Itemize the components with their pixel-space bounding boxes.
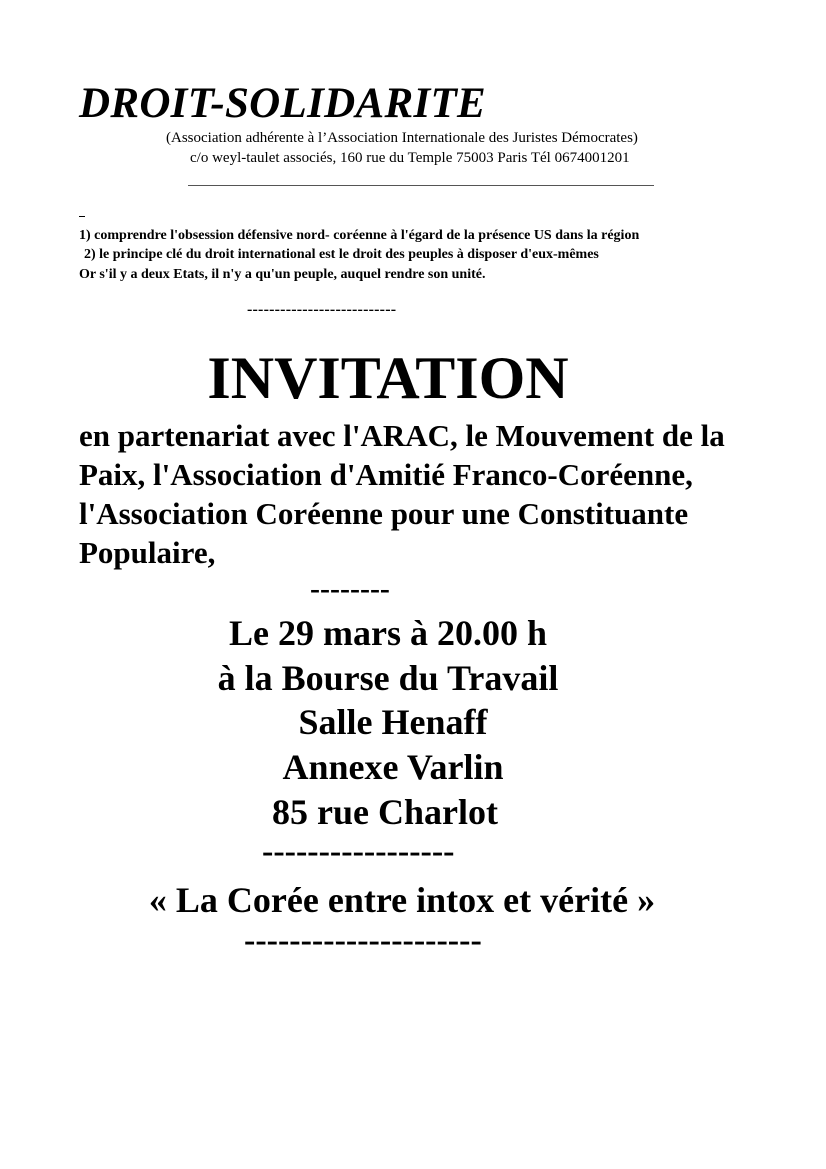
tick-mark	[79, 216, 85, 217]
event-venue: à la Bourse du Travail	[217, 658, 559, 698]
event-theme: « La Corée entre intox et vérité »	[148, 880, 656, 920]
event-date: Le 29 mars à 20.00 h	[229, 613, 547, 653]
header-divider	[188, 185, 654, 186]
partners-text: en partenariat avec l'ARAC, le Mouvement de la Paix, l'Association d'Amitié Franco-Coréenne, l'Association Coréenne pour une Constituante Populaire,	[79, 418, 725, 570]
org-title: DROIT-SOLIDARITE	[79, 80, 487, 127]
event-room: Salle Henaff	[298, 702, 488, 742]
event-annex: Annexe Varlin	[282, 747, 504, 787]
point-2: 2) le principe clé du droit international est le droit des peuples à disposer d'eux-mêmes	[84, 247, 599, 262]
org-contact: c/o weyl-taulet associés, 160 rue du Temple 75003 Paris Tél 0674001201	[190, 150, 630, 166]
separator-1: ---------------------------	[247, 301, 397, 318]
invitation-heading: INVITATION	[207, 345, 569, 411]
separator-4: ---------------------	[244, 922, 482, 959]
separator-3: -----------------	[262, 833, 455, 870]
separator-2: --------	[310, 572, 390, 605]
point-3: Or s'il y a deux Etats, il n'y a qu'un peuple, auquel rendre son unité.	[79, 267, 486, 282]
org-affiliation: (Association adhérente à l’Association Internationale des Juristes Démocrates)	[166, 130, 638, 146]
point-1: 1) comprendre l'obsession défensive nord- coréenne à l'égard de la présence US dans la région	[79, 228, 640, 243]
event-address: 85 rue Charlot	[272, 792, 498, 832]
